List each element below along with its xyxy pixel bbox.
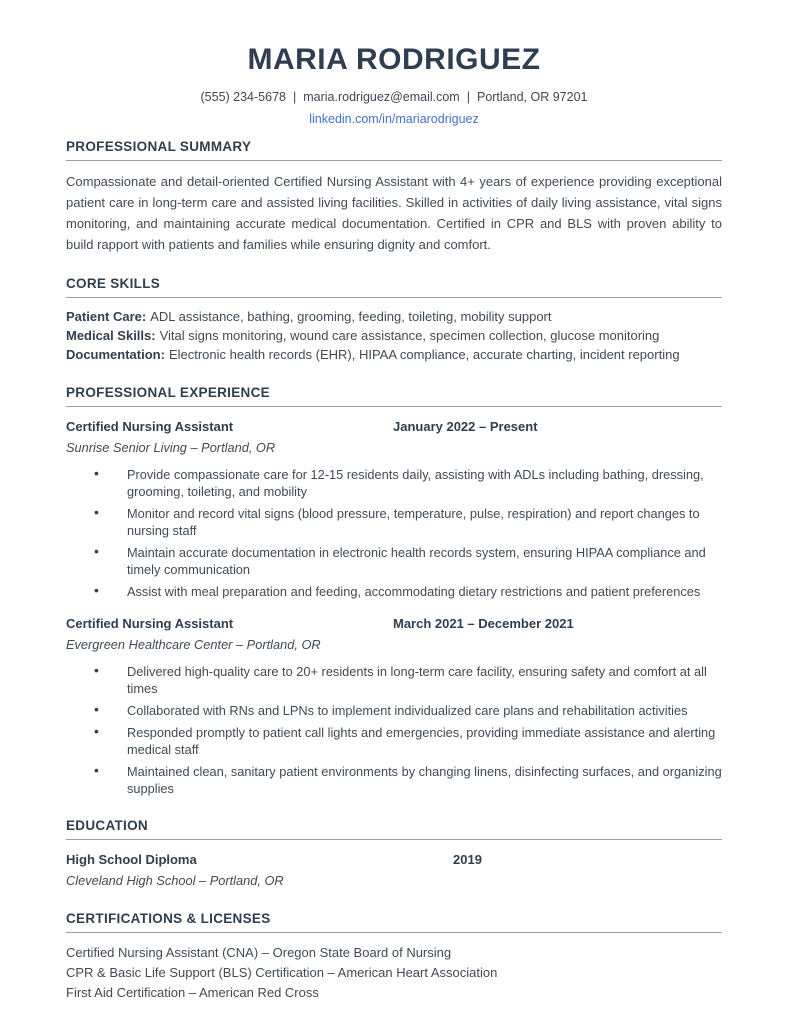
job-company: Sunrise Senior Living – Portland, OR [66,440,276,455]
section-professional-experience [66,385,722,797]
section-certifications [66,911,722,1003]
job-bullet: • Monitor and record vital signs (blood pressure, temperature, pulse, respiration) and report changes to nursing staff [66,505,722,539]
job-header [66,615,722,633]
job-dates: March 2021 – December 2021 [393,616,574,631]
skill-row-medical-skills [66,326,722,345]
section-heading-summary: PROFESSIONAL SUMMARY [66,139,722,161]
job-dates: January 2022 – Present [393,419,538,434]
education-school: Cleveland High School – Portland, OR [66,873,284,888]
job-entry [66,615,722,797]
phone-number: (555) 234-5678 [200,90,286,104]
section-heading-certifications: CERTIFICATIONS & LICENSES [66,911,722,933]
skill-text: Vital signs monitoring, wound care assistance, specimen collection, glucose monitoring [159,328,660,343]
job-entry [66,418,722,600]
skill-row-patient-care [66,307,722,326]
job-bullet-list [66,466,722,600]
contact-separator: | [466,90,470,104]
certification-item: First Aid Certification – American Red Cross [66,985,319,1000]
resume-header [66,42,722,127]
skill-text: ADL assistance, bathing, grooming, feeding, toileting, mobility support [150,309,552,324]
job-bullet: • Collaborated with RNs and LPNs to implement individualized care plans and rehabilitation activities [66,702,722,719]
contact-separator: | [292,90,297,104]
candidate-name: MARIA RODRIGUEZ [247,43,541,76]
job-bullet: • Delivered high-quality care to 20+ residents in long-term care facility, ensuring safety and comfort at all times [66,663,722,697]
location-text: Portland, OR 97201 [476,90,588,104]
section-professional-summary [66,139,722,255]
job-bullet: • Maintained clean, sanitary patient environments by changing linens, disinfecting surfaces, and organizing supplies [66,763,722,797]
skill-label: Medical Skills: [66,328,156,343]
job-title: Certified Nursing Assistant [66,419,234,434]
contact-line [66,89,722,105]
section-heading-experience: PROFESSIONAL EXPERIENCE [66,385,722,407]
certification-item: CPR & Basic Life Support (BLS) Certification – American Heart Association [66,965,498,980]
skill-label: Documentation: [66,347,165,362]
certification-item: Certified Nursing Assistant (CNA) – Oregon State Board of Nursing [66,945,452,960]
job-bullet-list [66,663,722,797]
skills-list [66,307,722,364]
education-entry [66,851,722,890]
job-bullet: • Assist with meal preparation and feeding, accommodating dietary restrictions and patient preferences [66,583,722,600]
email-address: maria.rodriguez@email.com [303,90,460,104]
skill-text: Electronic health records (EHR), HIPAA compliance, accurate charting, incident reporting [168,347,680,362]
job-bullet: • Maintain accurate documentation in electronic health records system, ensuring HIPAA compliance and timely communication [66,544,722,578]
job-bullet: • Responded promptly to patient call lights and emergencies, providing immediate assistance and alerting medical staff [66,724,722,758]
job-header [66,418,722,436]
skill-row-documentation [66,345,722,364]
section-core-skills [66,276,722,364]
certification-list [66,943,722,1003]
linkedin-line [66,111,722,127]
linkedin-link[interactable]: linkedin.com/in/mariarodriguez [309,112,479,126]
job-bullet: • Provide compassionate care for 12-15 residents daily, assisting with ADLs including bathing, dressing, grooming, toileting, and mobility [66,466,722,500]
education-degree: High School Diploma [66,852,197,867]
section-education [66,818,722,890]
section-heading-education: EDUCATION [66,818,722,840]
skill-label: Patient Care: [66,309,147,324]
job-company: Evergreen Healthcare Center – Portland, OR [66,637,321,652]
education-dates: 2019 [453,852,482,867]
section-heading-skills: CORE SKILLS [66,276,722,298]
summary-text: Compassionate and detail-oriented Certified Nursing Assistant with 4+ years of experience providing exceptional patient care in long-term care and assisted living facilities. Skilled in activities of daily living assistance, vital signs monitoring, and maintaining accurate medical documentation. Certified in CPR and BLS with proven ability to build rapport with patients and families while ensuring dignity and comfort. [66,174,722,252]
job-title: Certified Nursing Assistant [66,616,234,631]
